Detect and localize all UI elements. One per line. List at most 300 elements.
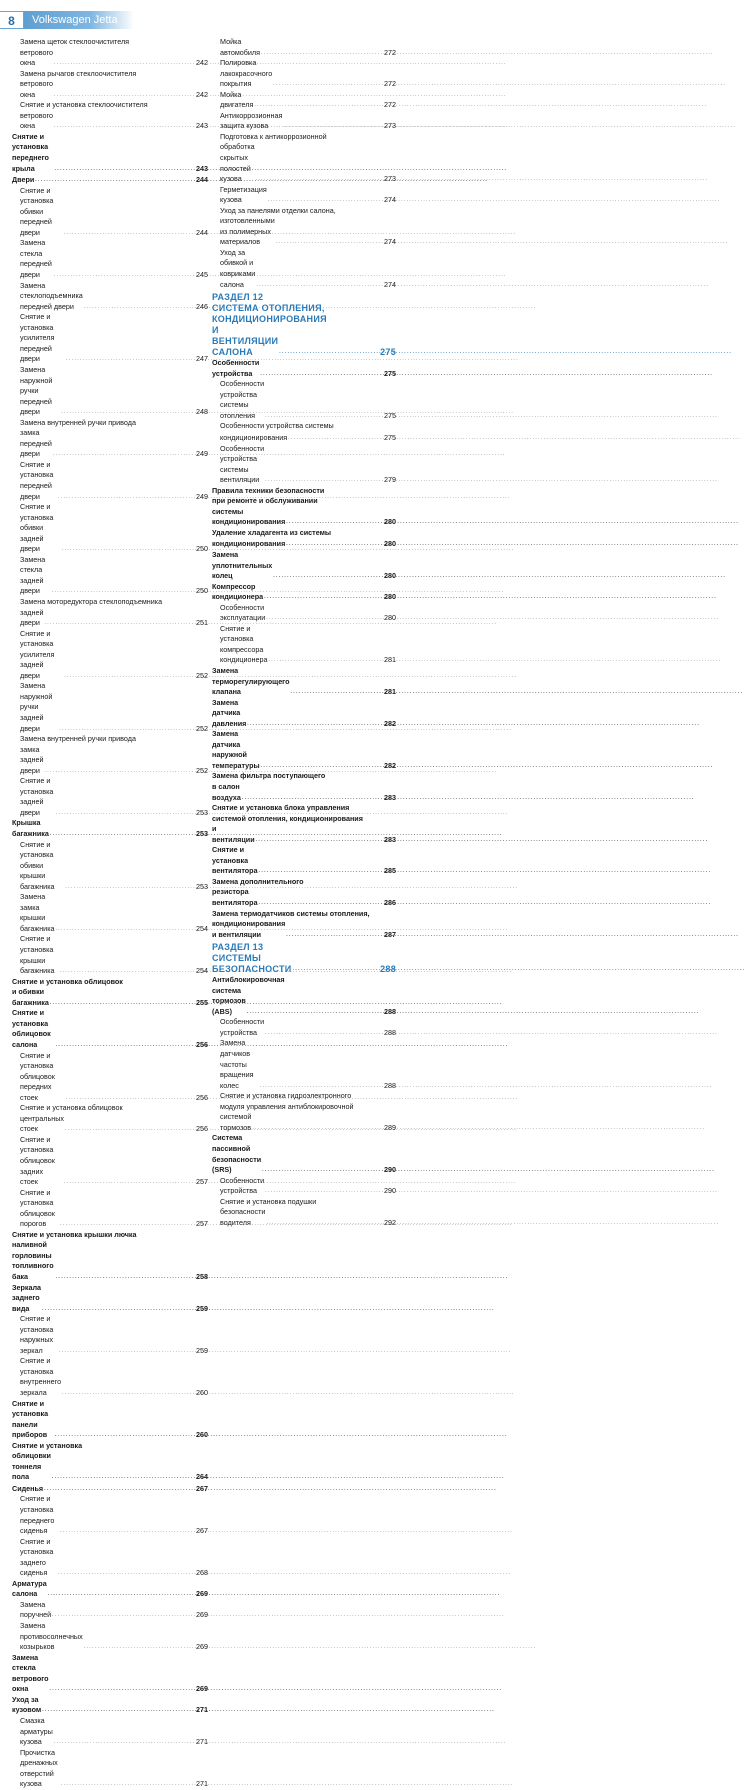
toc-entry [212, 292, 396, 358]
dot-leader [65, 1123, 195, 1135]
dot-leader [42, 1704, 195, 1716]
toc-page-number: 283 [384, 834, 396, 844]
toc-entry [12, 681, 208, 734]
toc-page-number: 256 [196, 1092, 208, 1102]
dot-leader [62, 1387, 195, 1399]
toc-page-number: 258 [196, 1271, 208, 1281]
toc-entry [12, 69, 208, 101]
toc-page-number: 285 [384, 866, 396, 876]
dot-leader [265, 1027, 383, 1039]
toc-entry-text: СИСТЕМА ОТОПЛЕНИЯ, [212, 303, 325, 314]
dot-leader [288, 432, 383, 444]
toc-page-number: 288 [384, 1006, 396, 1016]
toc-entry-text: Снятие и установка стеклоочистителя [20, 100, 148, 110]
dot-leader [276, 236, 383, 248]
toc-page-number: 259 [196, 1345, 208, 1355]
toc-entry-text: Прочистка дренажных отверстий кузова [20, 1747, 58, 1789]
dot-leader [286, 538, 383, 550]
toc-entry-text: Снятие и установка облицовок передних стоек [20, 1050, 55, 1102]
dot-leader [56, 1039, 195, 1051]
toc-page-number: 271 [196, 1779, 208, 1789]
toc-entry-text: системой отопления, кондиционирования [212, 813, 363, 823]
toc-entry-text: кондиционирования [220, 432, 288, 442]
toc-page-number: 288 [384, 1080, 396, 1090]
dot-leader [50, 1683, 195, 1695]
toc-entry-text: Замена стеклоподъемника передней двери [20, 280, 83, 311]
toc-entry [212, 603, 396, 624]
toc-entry-text: Замена уплотнительных колец [212, 549, 273, 581]
toc-page-number: 275 [384, 432, 396, 442]
toc-page-number: 271 [196, 1705, 208, 1715]
toc-entry-text: Замена термодатчиков системы отопления, [212, 908, 370, 918]
dot-leader [64, 1176, 195, 1188]
toc-entry-text: Снятие и установка обивки задней двери [20, 502, 54, 554]
toc-entry-text: Замена щеток стеклоочистителя [20, 37, 130, 46]
toc-entry-text: Правила техники безопасности [212, 485, 325, 495]
toc-entry-text: Удаление хладагента из системы [212, 527, 332, 537]
toc-entry-text: Замена рычагов стеклоочистителя [20, 68, 137, 78]
toc-entry-text: Замена стекла задней двери [20, 554, 46, 596]
dot-leader [256, 834, 383, 846]
toc-entry-text: Замена фильтра поступающего [212, 771, 326, 781]
toc-page-number: 253 [196, 807, 208, 817]
toc-page-number: 274 [384, 279, 396, 289]
toc-entry [212, 528, 396, 550]
toc-entry [12, 555, 208, 597]
toc-entry-text: в салон воздуха [212, 782, 241, 802]
toc-entry-text: Замена моторедуктора стеклоподъемника [20, 596, 163, 606]
toc-entry [12, 818, 208, 839]
toc-entry-text: Замена поручней [20, 1599, 52, 1620]
toc-entry-text: замка передней двери [20, 428, 52, 459]
toc-page-number: 287 [384, 929, 396, 939]
toc-entry-text: Замена наружной ручки задней двери [20, 681, 53, 733]
toc-entry-text: Снятие и установка обивки передней двери [20, 185, 54, 237]
toc-entry-text: Снятие и установка задней двери [20, 776, 54, 817]
toc-entry [12, 186, 208, 239]
toc-entry [12, 100, 208, 132]
toc-entry-text: и вентиляции [212, 824, 255, 844]
toc-page-number: 244 [196, 227, 208, 237]
toc-entry-text: ветрового окна [20, 47, 53, 68]
toc-page-number: 272 [384, 79, 396, 89]
toc-page-number: 249 [196, 449, 208, 459]
toc-entry [212, 1038, 396, 1091]
dot-leader [64, 227, 195, 239]
toc-entry-text: Замена дополнительного [212, 876, 304, 886]
dot-leader [268, 654, 383, 666]
toc-entry [12, 1230, 208, 1283]
toc-entry-text: Мойка автомобиля [220, 37, 261, 57]
toc-entry [212, 444, 396, 486]
dot-leader [259, 865, 383, 877]
dot-leader [56, 1271, 195, 1283]
toc-entry-text: Снятие и установка вентилятора [212, 845, 258, 876]
toc-entry-text: замка задней двери [20, 744, 44, 775]
toc-page-number: 253 [196, 829, 208, 839]
toc-page-number: 264 [196, 1472, 208, 1482]
toc-page-number: 256 [196, 1039, 208, 1049]
toc-entry-text: Снятие и установка усилителя задней двери [20, 628, 55, 680]
dot-leader [65, 881, 195, 893]
dot-leader [286, 929, 383, 941]
toc-entry-text: Снятие и установка заднего сиденья [20, 1536, 54, 1578]
toc-entry [212, 132, 396, 185]
toc-page-number: 252 [196, 670, 208, 680]
toc-page-number: 243 [196, 163, 208, 173]
dot-leader [260, 1080, 383, 1092]
toc-entry-text: Снятие и установка переднего сиденья [20, 1494, 55, 1536]
toc-entry-text: ветрового окна [20, 79, 53, 99]
toc-entry [12, 1494, 208, 1536]
toc-entry [12, 1103, 208, 1135]
toc-entry-text: резистора вентилятора [212, 887, 258, 908]
toc-entry [12, 734, 208, 776]
toc-page-number: 275 [384, 368, 396, 378]
toc-entry [12, 1051, 208, 1104]
dot-leader [66, 1092, 195, 1104]
dot-leader [260, 368, 383, 380]
toc-page-number: 269 [196, 1684, 208, 1694]
toc-entry-text: Герметизация кузова [220, 184, 267, 205]
toc-page-number: 244 [196, 175, 208, 185]
header-title: Volkswagen Jetta [24, 11, 134, 29]
dot-leader [52, 585, 195, 597]
toc-page-number: 274 [384, 237, 396, 247]
toc-entry [12, 1356, 208, 1398]
dot-leader [242, 792, 383, 804]
dot-leader [59, 723, 195, 735]
toc-entry-text: Особенности устройства [220, 1175, 265, 1196]
toc-entry-text: Замена стекла ветрового окна [12, 1652, 49, 1694]
toc-entry-text: Особенности устройства системы [220, 421, 334, 431]
toc-entry-text: Смазка арматуры кузова [20, 1715, 53, 1747]
toc-entry-text: Снятие и установка компрессора кондиционера [220, 623, 268, 665]
toc-page-number: 282 [384, 718, 396, 728]
toc-page-number: 252 [196, 765, 208, 775]
toc-page-number: 254 [196, 923, 208, 933]
toc-page-number: 243 [196, 121, 208, 131]
toc-page-number: 290 [384, 1165, 396, 1175]
toc-entry [212, 624, 396, 666]
dot-leader [50, 828, 195, 840]
toc-entry-text: Подготовка к антикоррозионной [220, 131, 327, 141]
toc-entry-text: безопасности водителя [220, 1207, 266, 1227]
toc-entry-text: Снятие и установка обивки крышки багажника [20, 839, 55, 891]
toc-entry-text: Замена терморегулирующего клапана [212, 665, 290, 697]
toc-entry-text: Особенности эксплуатации [220, 602, 266, 623]
dot-leader [84, 301, 195, 313]
toc-entry [212, 111, 396, 132]
dot-leader [256, 279, 383, 291]
toc-entry [212, 248, 396, 290]
dot-leader [293, 962, 380, 975]
dot-leader [59, 1345, 195, 1357]
toc-entry [12, 1695, 208, 1716]
toc-page-number: 273 [384, 174, 396, 184]
page-number: 8 [0, 11, 24, 29]
toc-page-number: 275 [380, 347, 396, 358]
toc-entry [212, 582, 396, 603]
toc-entry [212, 421, 396, 443]
toc-entry [212, 379, 396, 421]
dot-leader [60, 1525, 195, 1537]
toc-entry-text: КОНДИЦИОНИРОВАНИЯ [212, 314, 327, 325]
dot-leader [54, 1736, 195, 1748]
toc-entry-text: Снятие и установка облицовок [20, 1103, 123, 1113]
toc-entry [12, 1621, 208, 1653]
toc-left-column [12, 37, 208, 1790]
toc-entry-text: кондиционирования и вентиляции [212, 919, 286, 939]
dot-leader [290, 686, 383, 698]
dot-leader [44, 765, 195, 777]
toc-entry [12, 1653, 208, 1695]
toc-entry [12, 1600, 208, 1621]
toc-entry-text: Снятие и установка облицовок [12, 976, 123, 986]
toc-page-number: 249 [196, 491, 208, 501]
toc-page-number: 254 [196, 966, 208, 976]
toc-entry [12, 174, 208, 186]
toc-entry-text: РАЗДЕЛ 13 [212, 942, 264, 953]
dot-leader [54, 89, 195, 101]
toc-entry [12, 1441, 208, 1483]
dot-leader [256, 173, 383, 185]
toc-page-number: 274 [384, 195, 396, 205]
toc-entry [212, 37, 396, 58]
toc-entry [212, 698, 396, 730]
toc-entry [212, 1176, 396, 1197]
toc-entry [212, 486, 396, 528]
toc-entry [12, 776, 208, 818]
toc-entry-text: Снятие и установка панели приборов [12, 1398, 49, 1440]
toc-page-number: 272 [384, 100, 396, 110]
toc-entry-text: Уход за обивкой и ковриками салона [220, 247, 256, 289]
dot-leader [268, 194, 383, 206]
toc-page-number: 288 [384, 1027, 396, 1037]
toc-page-number: 272 [384, 47, 396, 57]
toc-entry [12, 37, 208, 69]
toc-entry-text: системы кондиционирования [212, 506, 286, 527]
toc-page-number: 246 [196, 301, 208, 311]
toc-entry-text: Замена датчика давления [212, 697, 247, 728]
dot-leader [265, 1185, 383, 1197]
toc-entry-text: Снятие и установка усилителя передней двери [20, 312, 55, 364]
toc-page-number: 282 [384, 760, 396, 770]
toc-entry [212, 909, 396, 941]
toc-entry-text: Особенности устройства системы вентиляции [220, 443, 265, 485]
toc-entry-text: Снятие и установка облицовок порогов [20, 1187, 55, 1229]
toc-page-number: 280 [384, 571, 396, 581]
dot-leader [50, 997, 195, 1009]
toc-entry-text: кондиционирования [212, 539, 286, 549]
toc-entry [212, 1091, 396, 1133]
toc-entry-text: Крышка багажника [12, 818, 49, 839]
toc-entry [12, 460, 208, 502]
toc-page-number: 269 [196, 1610, 208, 1620]
toc-page-number: 256 [196, 1124, 208, 1134]
dot-leader [247, 718, 383, 730]
toc-entry [12, 1008, 208, 1050]
toc-page-number: 292 [384, 1217, 396, 1227]
toc-page-number: 255 [196, 997, 208, 1007]
dot-leader [60, 1218, 195, 1230]
toc-entry [212, 975, 396, 1017]
toc-entry [12, 312, 208, 365]
toc-page-number: 267 [196, 1526, 208, 1536]
dot-leader [273, 570, 383, 582]
toc-page-number: 269 [196, 1589, 208, 1599]
toc-entry-text: Замена наружной ручки передней двери [20, 364, 53, 417]
toc-entry [212, 877, 396, 909]
toc-entry [12, 1399, 208, 1441]
toc-entry-text: Антикоррозионная защита кузова [220, 110, 283, 131]
toc-entry-text: Замена датчиков частоты вращения колес [220, 1038, 254, 1090]
dot-leader [262, 1164, 383, 1176]
toc-entry [12, 281, 208, 313]
toc-entry [12, 1748, 208, 1790]
toc-entry-text: обработка скрытых полостей кузова [220, 142, 255, 184]
dot-leader [61, 406, 195, 418]
toc-entry [12, 238, 208, 280]
toc-entry-text: Уход за кузовом [12, 1694, 42, 1715]
dot-leader [58, 1567, 195, 1579]
toc-page-number: 273 [384, 121, 396, 131]
dot-leader [58, 491, 195, 503]
dot-leader [286, 516, 383, 528]
toc-entry [12, 1135, 208, 1188]
toc-entry-text: СИСТЕМЫ БЕЗОПАСНОСТИ [212, 953, 292, 975]
toc-entry [12, 502, 208, 555]
dot-leader [48, 1588, 195, 1600]
toc-entry [12, 934, 208, 976]
toc-page-number: 279 [384, 475, 396, 485]
toc-entry-text: РАЗДЕЛ 12 [212, 292, 264, 303]
toc-entry [212, 803, 396, 845]
dot-leader [52, 1609, 195, 1621]
dot-leader [60, 965, 195, 977]
toc-entry-text: Снятие и установка внутреннего зеркала [20, 1356, 62, 1397]
toc-entry [12, 892, 208, 934]
dot-leader [44, 617, 195, 629]
toc-entry-text: Антиблокировочная [212, 975, 285, 985]
dot-leader [56, 807, 195, 819]
toc-page-number: 280 [384, 517, 396, 527]
toc-entry [12, 418, 208, 460]
toc-entry [212, 771, 396, 803]
toc-entry-text: Снятие и установка крышки лючка [12, 1229, 137, 1239]
toc-entry [212, 942, 396, 975]
toc-entry [212, 358, 396, 379]
toc-page-number: 269 [196, 1642, 208, 1652]
toc-page-number: 286 [384, 898, 396, 908]
dot-leader [266, 612, 383, 624]
toc-entry [12, 1283, 208, 1315]
dot-leader [259, 897, 383, 909]
dot-leader [55, 1429, 195, 1441]
toc-entry-text: Сиденья [12, 1483, 44, 1493]
dot-leader [42, 1303, 195, 1315]
toc-entry-text: Замена датчика наружной температуры [212, 729, 260, 770]
toc-page-number: 252 [196, 723, 208, 733]
toc-page-number: 268 [196, 1568, 208, 1578]
toc-entry-text: Система пассивной безопасности (SRS) [212, 1133, 262, 1175]
toc-entry-text: модуля управления антиблокировочной [220, 1101, 354, 1111]
toc-entry-text: Замена внутренней ручки привода [20, 417, 136, 427]
dot-leader [55, 163, 195, 175]
dot-leader [54, 269, 195, 281]
toc-entry [12, 629, 208, 682]
toc-entry-text: Полировка лакокрасочного покрытия [220, 58, 273, 89]
toc-page-number: 260 [196, 1388, 208, 1397]
toc-page-number: 275 [384, 410, 396, 420]
toc-entry [212, 206, 396, 248]
dot-leader [56, 923, 196, 935]
dot-leader [52, 1471, 195, 1483]
toc-entry [212, 1197, 396, 1229]
toc-entry-text: Снятие и установка блока управления [212, 803, 350, 813]
dot-leader [44, 1483, 195, 1495]
toc-entry [12, 1537, 208, 1579]
toc-page-number: 247 [196, 354, 208, 364]
toc-page-number: 280 [384, 539, 396, 549]
dot-leader [54, 57, 195, 69]
toc-entry-text: Снятие и установка крышки багажника [20, 934, 55, 976]
toc-page-number: 267 [196, 1483, 208, 1493]
dot-leader [54, 120, 195, 132]
toc-entry [12, 597, 208, 629]
dot-leader [247, 1006, 383, 1018]
toc-entry-text: ветрового окна [20, 110, 53, 131]
toc-entry [12, 977, 208, 1009]
toc-page-number: 289 [384, 1122, 396, 1132]
dot-leader [265, 474, 383, 486]
toc-page-number: 248 [196, 407, 208, 417]
toc-entry [212, 1017, 396, 1038]
toc-page-number: 260 [196, 1430, 208, 1440]
toc-page-number: 242 [196, 89, 208, 99]
toc-entry-text: системой тормозов [220, 1112, 252, 1132]
toc-entry [12, 1716, 208, 1748]
toc-entry [212, 185, 396, 206]
toc-entry-text: Мойка двигателя [220, 89, 254, 110]
dot-leader [64, 670, 195, 682]
toc-entry-text: Замена замка крышки багажника [20, 892, 55, 933]
toc-entry-text: И ВЕНТИЛЯЦИИ САЛОНА [212, 325, 279, 358]
toc-entry [12, 1579, 208, 1600]
toc-page-number: 283 [384, 792, 396, 802]
toc-entry [212, 550, 396, 582]
toc-entry-text: и обивки багажника [12, 987, 49, 1007]
toc-page-number: 281 [384, 687, 396, 697]
toc-page-number: 257 [196, 1219, 208, 1229]
toc-entry [12, 365, 208, 418]
dot-leader [35, 174, 195, 186]
toc-entry-text: наливной горловины топливного бака [12, 1240, 54, 1281]
toc-entry-text: Арматура салона [12, 1578, 47, 1599]
toc-page-number: 253 [196, 881, 208, 891]
toc-entry-text: при ремонте и обслуживании [212, 496, 318, 506]
dot-leader [62, 543, 195, 555]
toc-entry-text: Снятие и установка передней двери [20, 459, 54, 501]
toc-entry-text: облицовки тоннеля пола [12, 1451, 51, 1482]
dot-leader [266, 1217, 383, 1229]
dot-leader [279, 345, 379, 358]
toc-page-number: 280 [384, 592, 396, 602]
toc-entry [212, 58, 396, 90]
toc-page-number: 288 [380, 964, 396, 975]
toc-entry [12, 1188, 208, 1230]
toc-entry [12, 132, 208, 174]
